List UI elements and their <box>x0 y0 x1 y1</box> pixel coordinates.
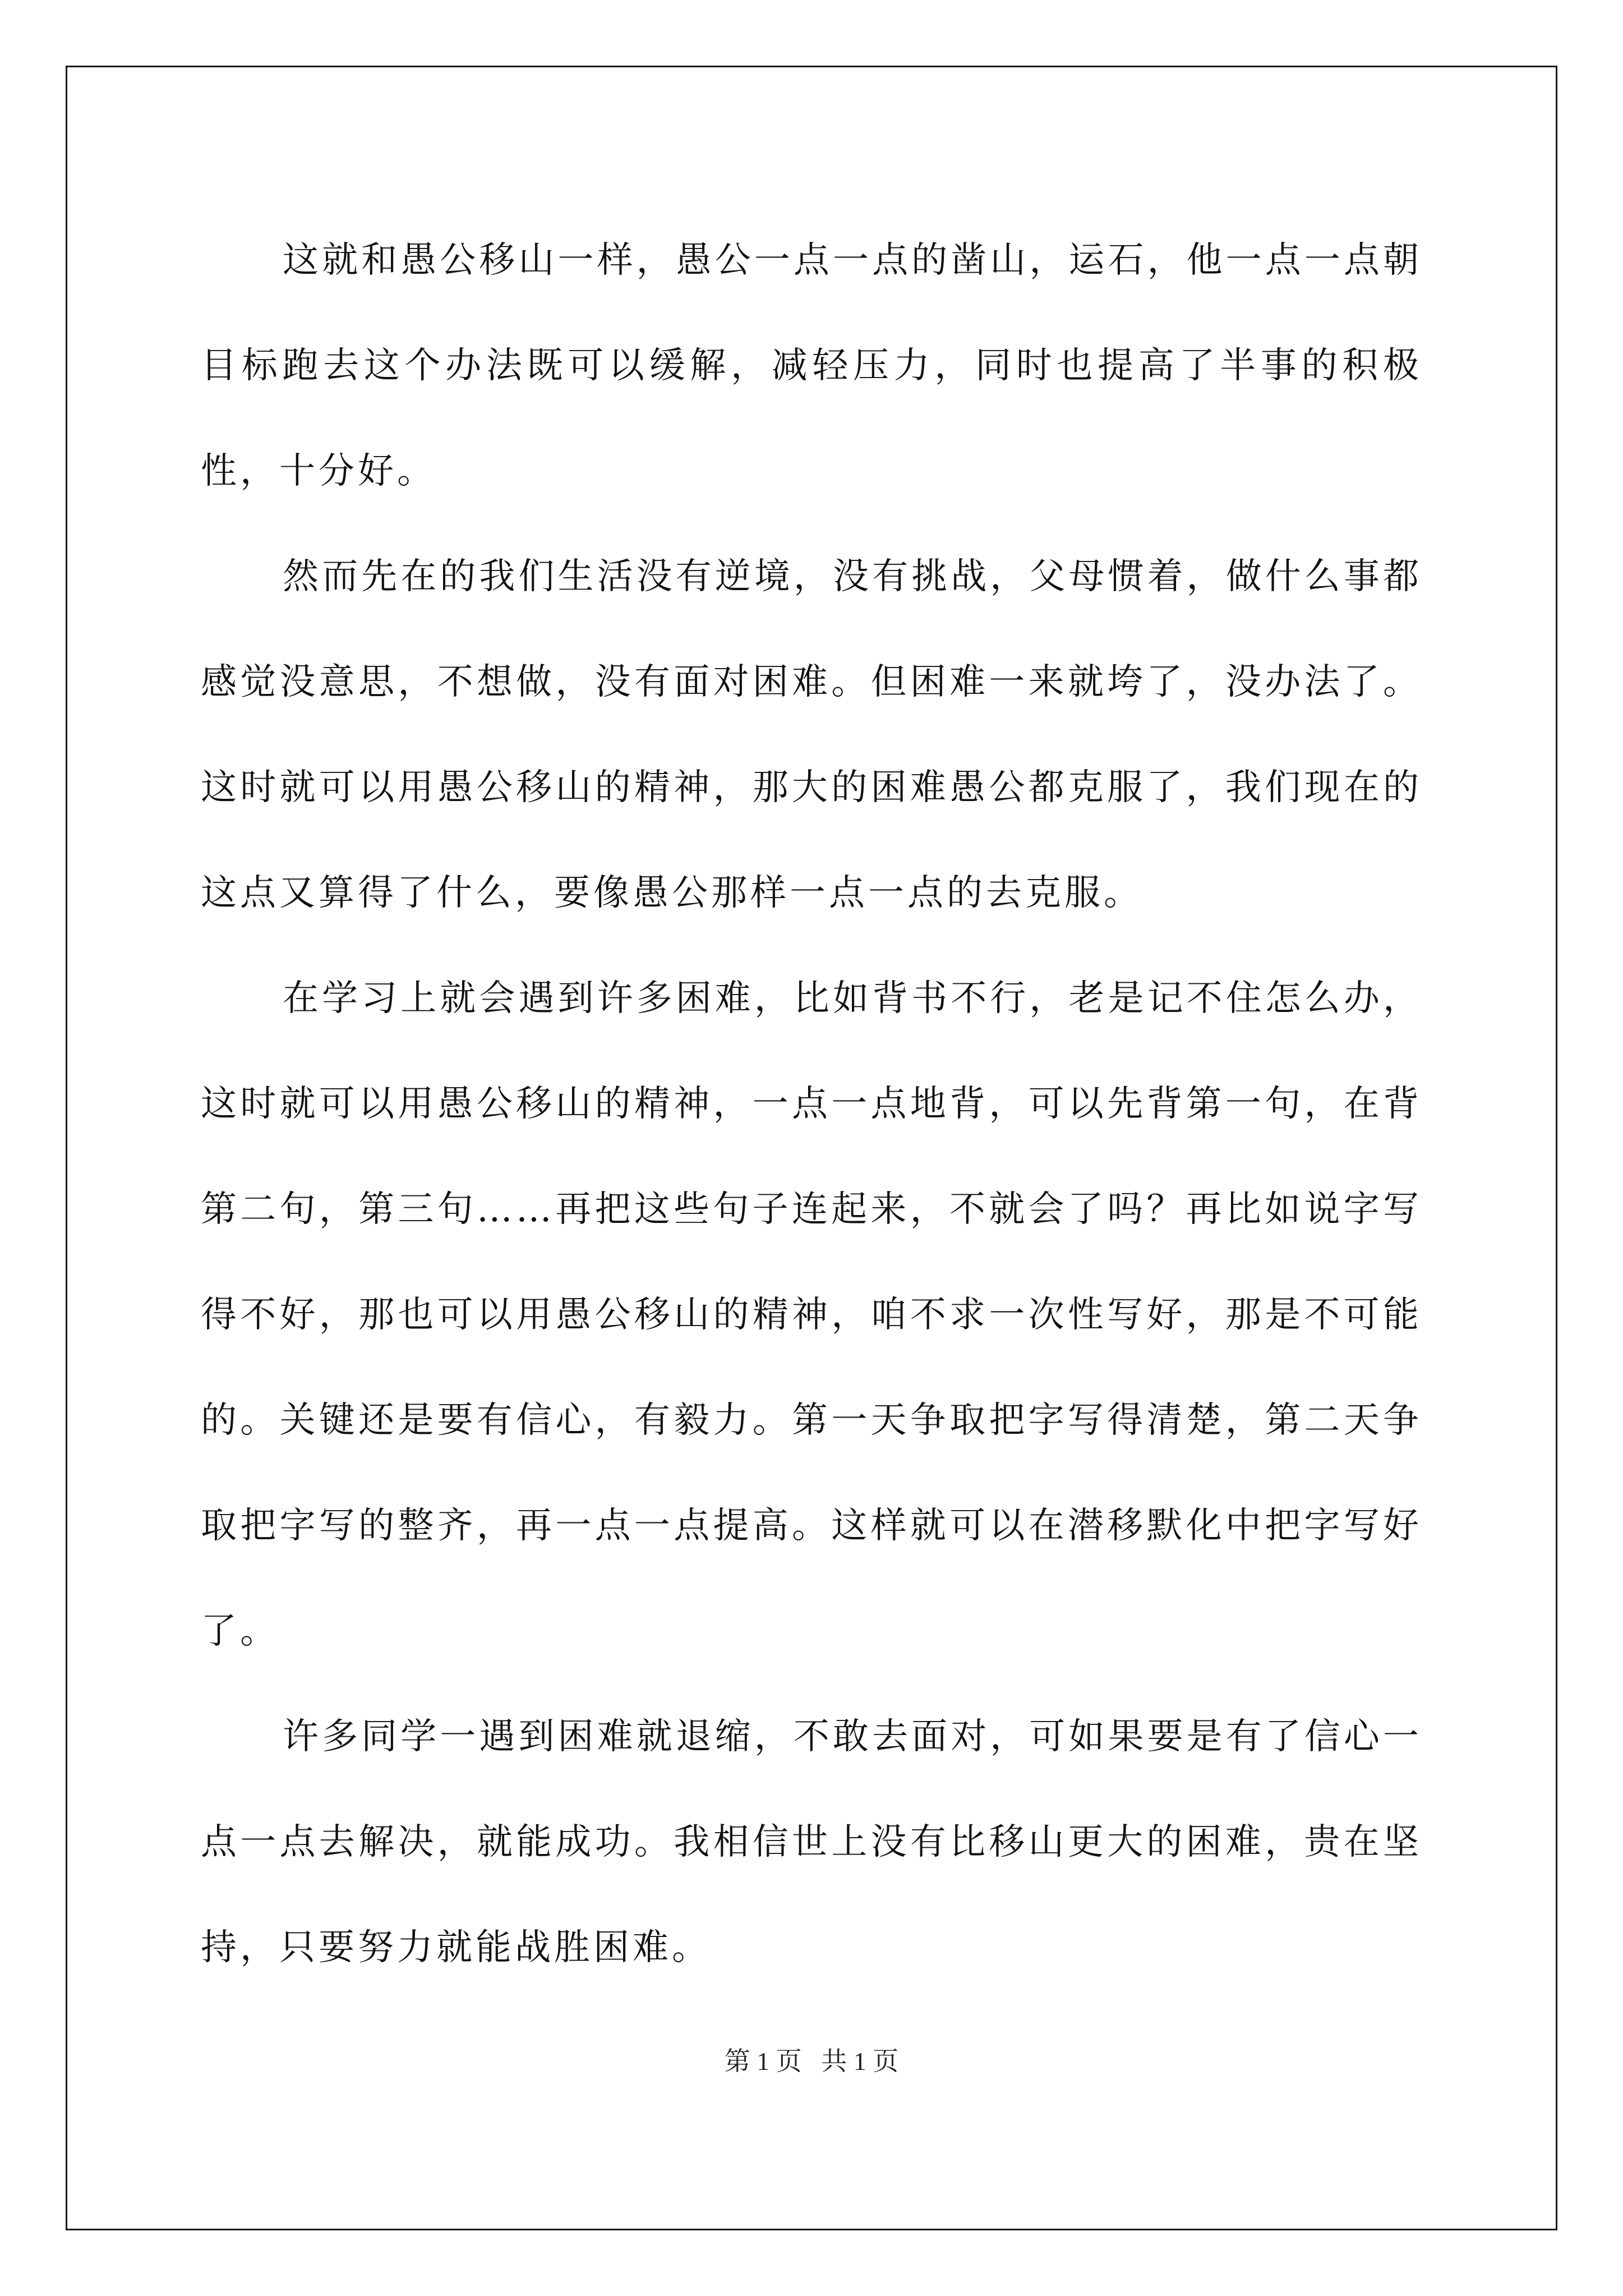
page-number-footer: 第 1 页 共 1 页 <box>724 2047 899 2076</box>
paragraph-4: 许多同学一遇到困难就退缩，不敢去面对，可如果要是有了信心一点一点去解决，就能成功。我相信世上没有比移山更大的困难，贵在坚持，只要努力就能战胜困难。 <box>201 1716 1422 1968</box>
paragraph-2: 然而先在的我们生活没有逆境，没有挑战，父母惯着，做什么事都感觉没意思，不想做，没有面对困难。但困难一来就垮了，没办法了。这时就可以用愚公移山的精神，那大的困难愚公都克服了，我们现在的这点又算得了什么，要像愚公那样一点一点的去克服。 <box>201 556 1422 914</box>
document-body <box>201 208 1422 2000</box>
paragraph-1: 这就和愚公移山一样，愚公一点一点的凿山，运石，他一点一点朝目标跑去这个办法既可以缓解，减轻压力，同时也提高了半事的积极性，十分好。 <box>201 240 1422 492</box>
paragraph-3: 在学习上就会遇到许多困难，比如背书不行，老是记不住怎么办，这时就可以用愚公移山的精神，一点一点地背，可以先背第一句，在背第二句，第三句……再把这些句子连起来，不就会了吗？再比如说字写得不好，那也可以用愚公移山的精神，咱不求一次性写好，那是不可能的。关键还是要有信心，有毅力。第一天争取把字写得清楚，第二天争取把字写的整齐，再一点一点提高。这样就可以在潜移默化中把字写好了。 <box>201 978 1422 1652</box>
